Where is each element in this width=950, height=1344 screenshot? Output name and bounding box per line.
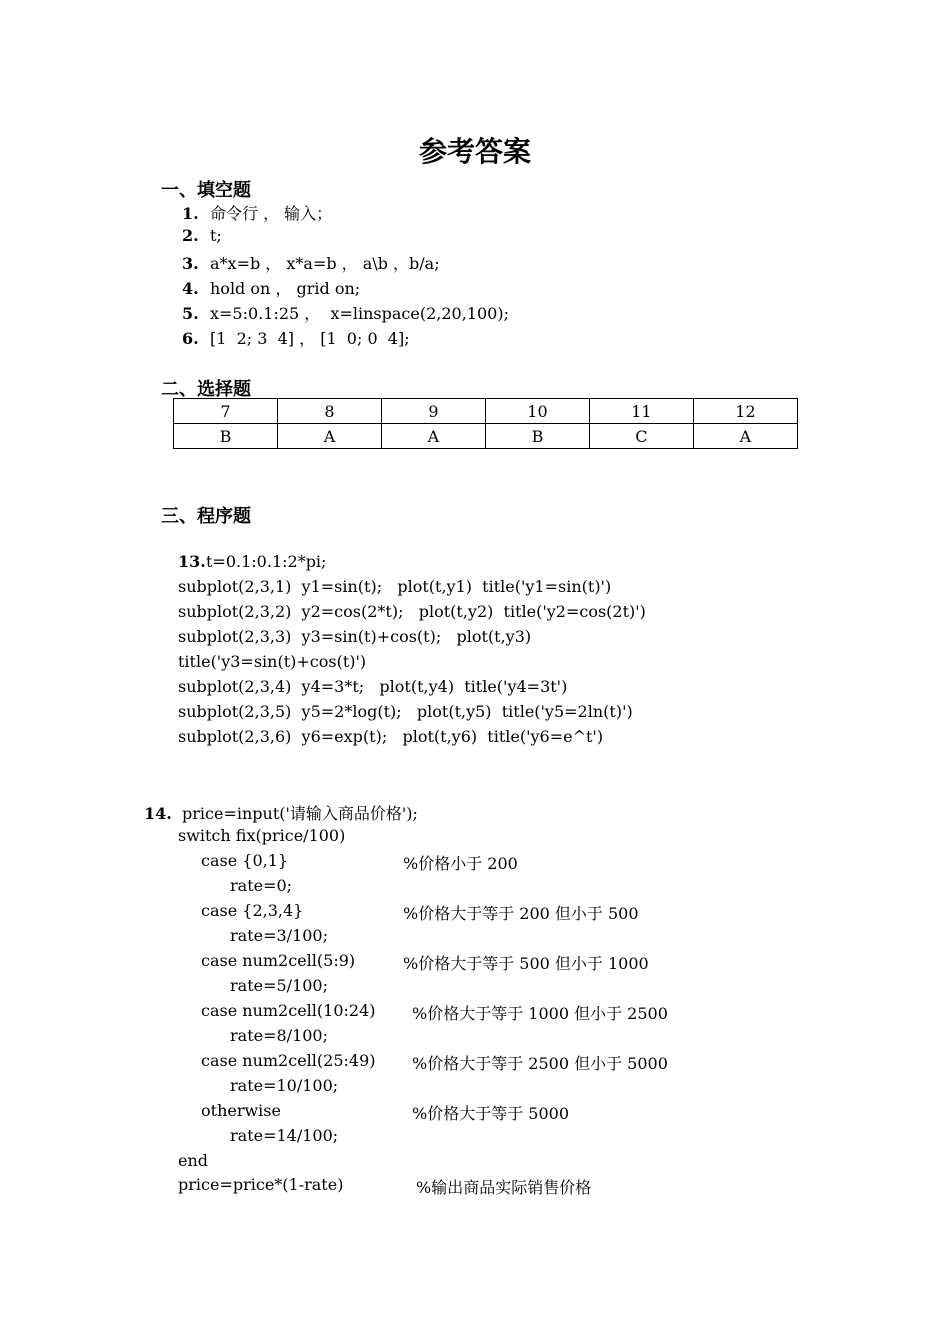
section-heading-choice: 二、选择题: [161, 379, 251, 400]
code-comment: %价格大于等于 1000 但小于 2500: [412, 1004, 668, 1023]
answer-cell: B: [174, 424, 278, 449]
code-line: rate=5/100;: [230, 976, 328, 995]
code-line: rate=14/100;: [230, 1126, 339, 1145]
code-line: case num2cell(5:9): [201, 951, 356, 970]
section-heading-fill-blank: 一、填空题: [161, 180, 251, 201]
code-line: price=price*(1-rate): [178, 1175, 344, 1194]
answer-cell: A: [277, 424, 381, 449]
list-item: 5. x=5:0.1:25 ， x=linspace(2,20,100);: [182, 304, 509, 323]
code-line: rate=8/100;: [230, 1026, 328, 1045]
code-line: 13.t=0.1:0.1:2*pi;: [178, 552, 327, 571]
code-line: case {2,3,4}: [201, 901, 304, 920]
question-number: 10: [485, 399, 589, 424]
answer-cell: B: [485, 424, 589, 449]
code-line: case {0,1}: [201, 851, 289, 870]
list-item: 2. t;: [182, 226, 222, 245]
list-item: 4. hold on ， grid on;: [182, 279, 361, 298]
question-number: 12: [693, 399, 797, 424]
code-comment: %价格大于等于 200 但小于 500: [403, 904, 639, 923]
choice-answer-table: [173, 398, 798, 449]
answer-cell: A: [381, 424, 485, 449]
code-line: rate=10/100;: [230, 1076, 339, 1095]
code-line: subplot(2,3,2) y2=cos(2*t); plot(t,y2) title('y2=cos(2t)'): [178, 602, 646, 621]
list-item: 1. 命令行 ， 输入；: [182, 204, 333, 223]
answer-cell: C: [589, 424, 693, 449]
code-line: subplot(2,3,5) y5=2*log(t); plot(t,y5) title('y5=2ln(t)'): [178, 702, 633, 721]
code-line: case num2cell(10:24): [201, 1001, 376, 1020]
question-number: 11: [589, 399, 693, 424]
page-title: 参考答案: [418, 135, 531, 168]
code-line: rate=3/100;: [230, 926, 328, 945]
code-comment: %价格小于 200: [403, 854, 518, 873]
code-comment: %价格大于等于 5000: [412, 1104, 570, 1123]
list-item: 6. [1 2; 3 4] ， [1 0; 0 4];: [182, 329, 410, 348]
code-line: end: [178, 1151, 209, 1170]
question-number: 7: [174, 399, 278, 424]
question-number: 8: [277, 399, 381, 424]
table-row: [174, 424, 798, 449]
answer-cell: A: [693, 424, 797, 449]
code-line: subplot(2,3,4) y4=3*t; plot(t,y4) title('y4=3t'): [178, 677, 568, 696]
code-line: subplot(2,3,6) y6=exp(t); plot(t,y6) title('y6=e^t'): [178, 727, 604, 746]
code-line: case num2cell(25:49): [201, 1051, 376, 1070]
code-line: rate=0;: [230, 876, 293, 895]
question-number: 9: [381, 399, 485, 424]
code-line: subplot(2,3,1) y1=sin(t); plot(t,y1) title('y1=sin(t)'): [178, 577, 612, 596]
code-comment: %价格大于等于 2500 但小于 5000: [412, 1054, 668, 1073]
code-line: 14. price=input('请输入商品价格');: [144, 804, 418, 823]
table-row: [174, 399, 798, 424]
section-heading-program: 三、程序题: [161, 506, 251, 527]
list-item: 3. a*x=b ， x*a=b ， a\b ，b/a;: [182, 254, 440, 273]
code-line: switch fix(price/100): [178, 826, 346, 845]
code-comment: %输出商品实际销售价格: [416, 1178, 592, 1197]
code-comment: %价格大于等于 500 但小于 1000: [403, 954, 649, 973]
code-line: subplot(2,3,3) y3=sin(t)+cos(t); plot(t,y3): [178, 627, 532, 646]
code-line: otherwise: [201, 1101, 281, 1120]
code-line: title('y3=sin(t)+cos(t)'): [178, 652, 367, 671]
